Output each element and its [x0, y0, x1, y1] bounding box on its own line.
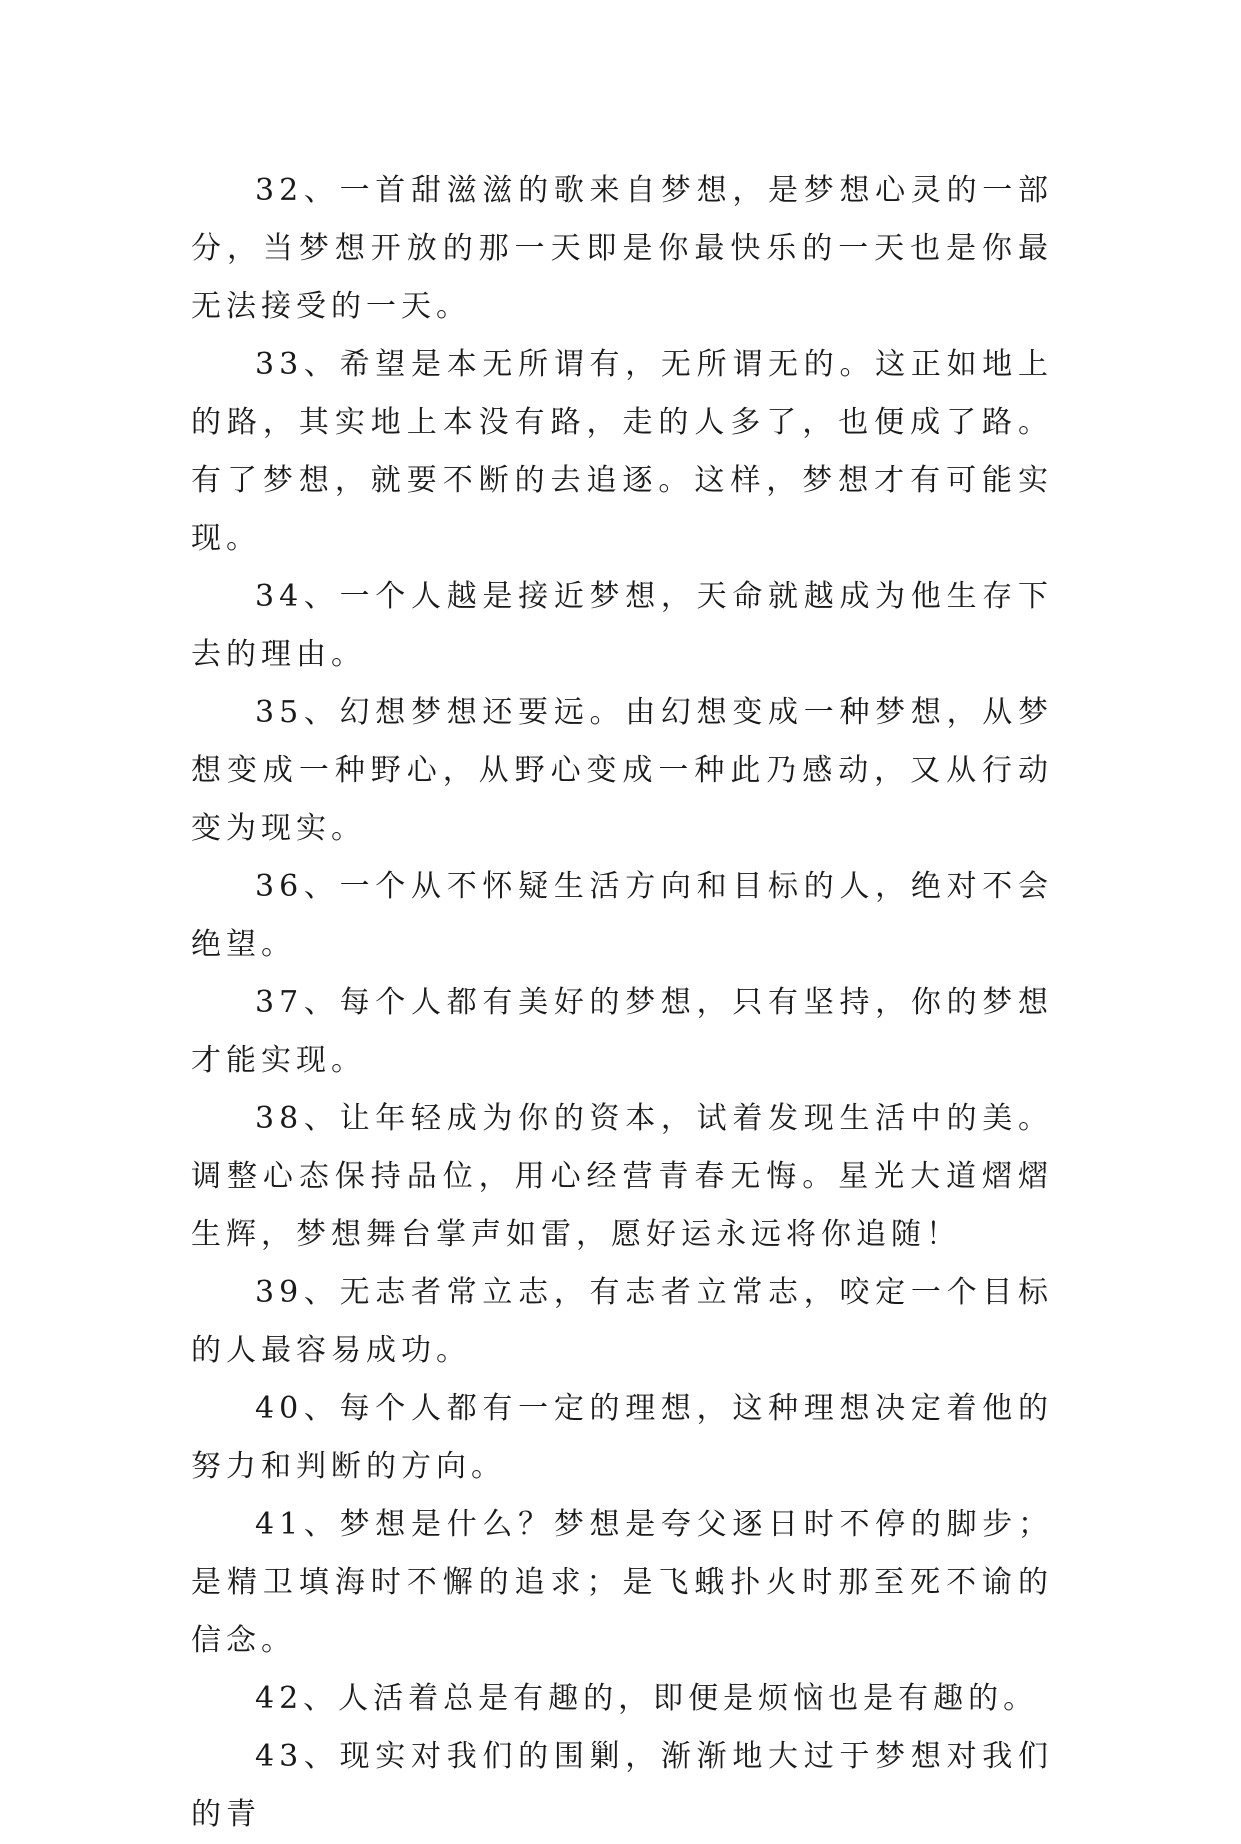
- paragraph-36: 36、一个从不怀疑生活方向和目标的人，绝对不会绝望。: [191, 869, 1053, 962]
- paragraph-42: 42、人活着总是有趣的，即便是烦恼也是有趣的。: [255, 1681, 1039, 1716]
- paragraph-35: 35、幻想梦想还要远。由幻想变成一种梦想，从梦想变成一种野心，从野心变成一种此乃感动，又从行动变为现实。: [191, 695, 1053, 846]
- document-body: [191, 162, 1053, 1844]
- paragraph-39: 39、无志者常立志，有志者立常志，咬定一个目标的人最容易成功。: [191, 1275, 1053, 1368]
- paragraph-40: 40、每个人都有一定的理想，这种理想决定着他的努力和判断的方向。: [191, 1391, 1053, 1484]
- paragraph-34: 34、一个人越是接近梦想，天命就越成为他生存下去的理由。: [191, 579, 1053, 672]
- paragraph-32: 32、一首甜滋滋的歌来自梦想，是梦想心灵的一部分，当梦想开放的那一天即是你最快乐的一天也是你最无法接受的一天。: [191, 173, 1053, 324]
- paragraph-33: 33、希望是本无所谓有，无所谓无的。这正如地上的路，其实地上本没有路，走的人多了，也便成了路。有了梦想，就要不断的去追逐。这样，梦想才有可能实现。: [191, 347, 1053, 556]
- paragraph-38: 38、让年轻成为你的资本，试着发现生活中的美。调整心态保持品位，用心经营青春无悔。星光大道熠熠生辉，梦想舞台掌声如雷，愿好运永远将你追随！: [191, 1101, 1053, 1252]
- paragraph-41: 41、梦想是什么？梦想是夸父逐日时不停的脚步；是精卫填海时不懈的追求；是飞蛾扑火时那至死不谕的信念。: [191, 1507, 1053, 1658]
- paragraph-43: 43、现实对我们的围剿，渐渐地大过于梦想对我们的青: [191, 1739, 1053, 1832]
- paragraph-37: 37、每个人都有美好的梦想，只有坚持，你的梦想才能实现。: [191, 985, 1053, 1078]
